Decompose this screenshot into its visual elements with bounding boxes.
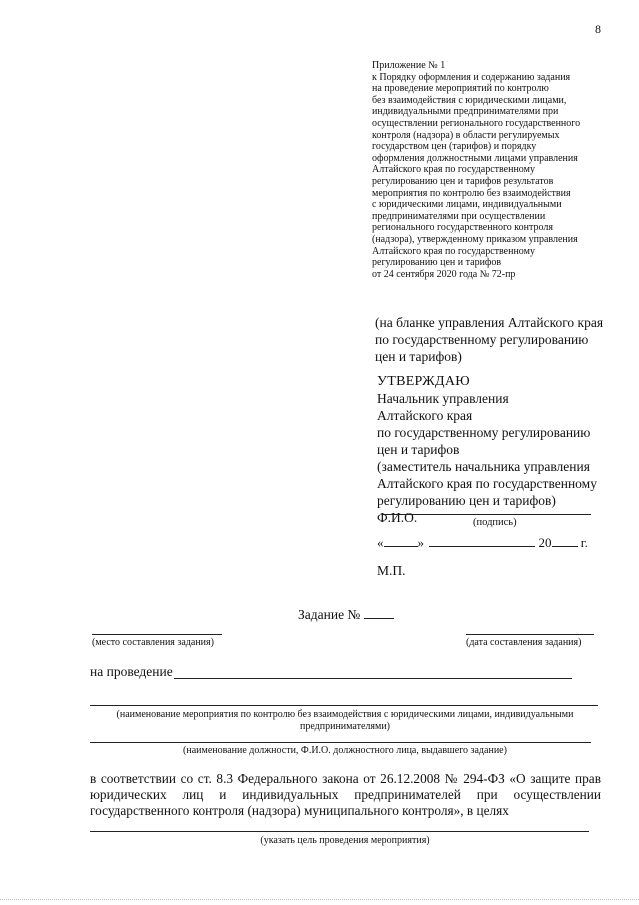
appendix-line: контроля (надзора) в области регулируемых [372, 129, 560, 141]
appendix-line: (надзора), утвержденному приказом управления [372, 233, 578, 245]
approval-date-row [377, 535, 588, 551]
approval-line: Алтайского края по государственному [377, 476, 597, 491]
approval-line: по государственному регулированию [377, 425, 591, 440]
approval-heading: УТВЕРЖДАЮ [377, 374, 470, 389]
appendix-line: на проведение мероприятий по контролю [372, 83, 549, 95]
conduct-label: на проведение [90, 664, 173, 679]
page-number: 8 [595, 22, 601, 36]
appendix-line: Алтайского края по государственному [372, 164, 535, 176]
signature-line [383, 514, 591, 515]
appendix-line: индивидуальными предпринимателями при [372, 106, 559, 118]
measure-line [90, 705, 598, 706]
official-line [90, 742, 591, 743]
place-caption: (место составления задания) [92, 637, 214, 648]
appendix-line: регулированию цен и тарифов [372, 257, 502, 269]
appendix-line: к Порядку оформления и содержанию задания [372, 71, 571, 83]
letterhead-note-line: цен и тарифов) [375, 349, 462, 364]
approval-block [377, 373, 597, 526]
appendix-line: предпринимателями при осуществлении [372, 210, 546, 222]
signature-caption: (подпись) [473, 517, 517, 528]
month-blank [429, 546, 535, 547]
appendix-line: регионального государственного контроля [372, 222, 553, 234]
date-open-quote: « [377, 535, 384, 550]
approval-line: цен и тарифов [377, 442, 460, 457]
appendix-line: государством цен (тарифов) и порядку [372, 141, 537, 153]
appendix-line: с юридическими лицами, индивидуальными [372, 199, 562, 211]
appendix-line: от 24 сентября 2020 года № 72-пр [372, 268, 516, 280]
letterhead-note-line: по государственному регулированию [375, 332, 589, 347]
task-title-text: Задание № [298, 607, 361, 622]
official-caption: (наименование должности, Ф.И.О. должностного лица, выдавшего задание) [183, 745, 507, 756]
legal-basis-paragraph: в соответствии со ст. 8.3 Федерального закона от 26.12.2008 № 294-ФЗ «О защите прав юридических лиц и индивидуальных предпринимателей при осуществлении государственного контроля (надзора) муниципального контроля», в целях [90, 771, 601, 818]
letterhead-note-line: (на бланке управления Алтайского края [375, 315, 604, 330]
stamp-place: М.П. [377, 563, 406, 578]
measure-caption: (наименование мероприятия по контролю без взаимодействия с юридическими лицами, индивидуальными предпринимателями) [116, 709, 574, 732]
letterhead-note [375, 314, 603, 365]
approval-line: регулированию цен и тарифов) [377, 493, 556, 508]
date-line [466, 634, 594, 635]
goal-line [90, 831, 589, 832]
approval-line: (заместитель начальника управления [377, 459, 590, 474]
task-number-blank [364, 618, 394, 619]
appendix-line: оформления должностными лицами управления [372, 152, 578, 164]
date-caption: (дата составления задания) [466, 637, 582, 648]
conduct-line [174, 678, 572, 679]
approval-line: Ф.И.О. [377, 510, 418, 525]
approval-line: Начальник управления [377, 391, 509, 406]
year-blank [552, 546, 578, 547]
appendix-line: Приложение № 1 [372, 60, 446, 71]
task-title [298, 607, 394, 623]
year-suffix: г. [580, 535, 588, 550]
appendix-line: осуществлении регионального государственного [372, 117, 581, 129]
appendix-line: без взаимодействия с юридическими лицами, [372, 94, 567, 106]
appendix-line: мероприятия по контролю без взаимодействия [372, 187, 571, 199]
scan-edge [0, 899, 639, 900]
date-close-quote: » [417, 535, 424, 550]
place-line [92, 634, 222, 635]
appendix-block [372, 60, 580, 280]
appendix-line: Алтайского края по государственному [372, 245, 535, 257]
year-prefix: 20 [538, 535, 552, 550]
approval-line: Алтайского края [377, 408, 473, 423]
appendix-line: регулированию цен и тарифов результатов [372, 175, 554, 187]
day-blank [384, 546, 418, 547]
goal-caption: (указать цель проведения мероприятия) [260, 835, 430, 846]
